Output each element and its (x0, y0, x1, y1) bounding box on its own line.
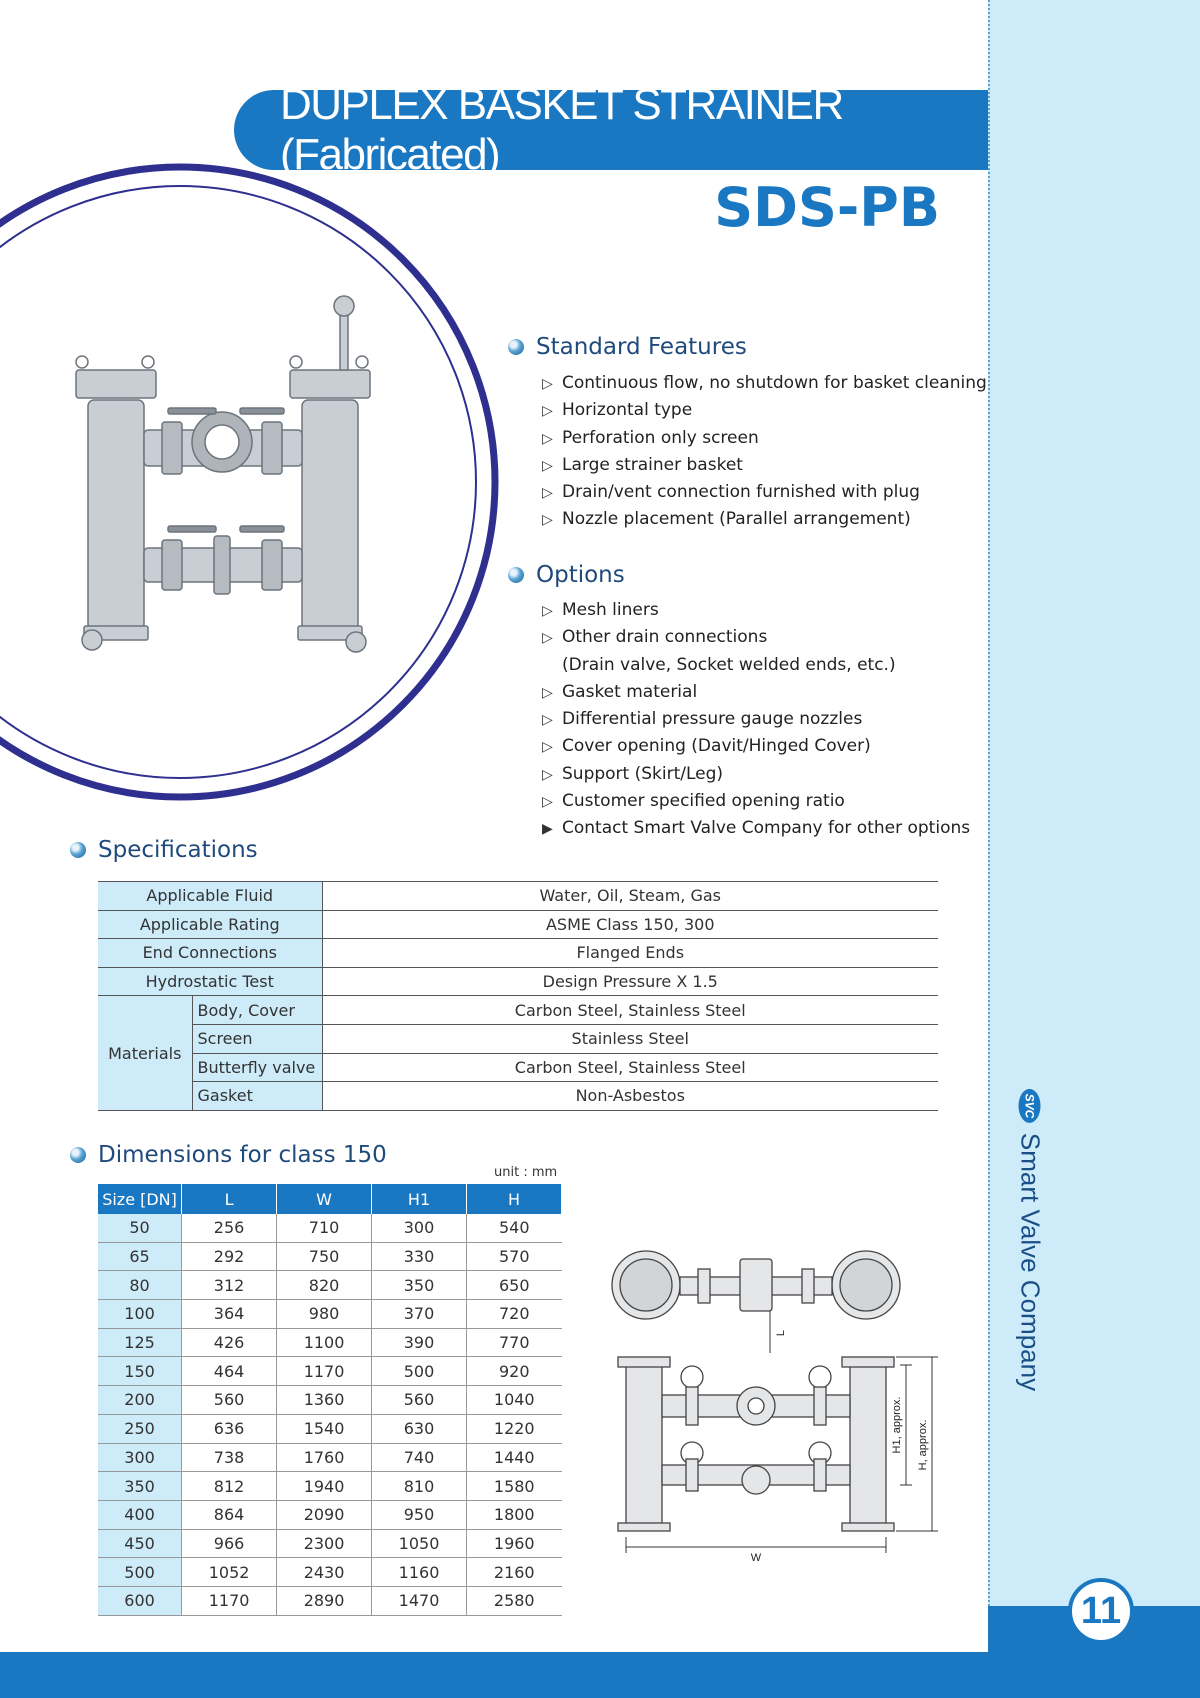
dimension-cell: 1170 (277, 1357, 372, 1386)
table-row (98, 882, 938, 911)
decorative-arc-inner (0, 186, 476, 778)
table-row (98, 996, 938, 1025)
spec-label: Hydrostatic Test (98, 967, 322, 996)
spec-label: Applicable Rating (98, 910, 322, 939)
triangle-bullet-icon: ▷ (542, 766, 553, 783)
company-name: Smart Valve Company (1015, 1132, 1046, 1392)
size-cell: 350 (98, 1472, 182, 1501)
list-item: ▷ Continuous flow, no shutdown for basket cleaning (542, 370, 987, 397)
specifications-table (98, 881, 938, 1111)
company-logo-icon: SVC (1019, 1089, 1041, 1123)
table-row (98, 1472, 562, 1501)
dimension-cell: 464 (182, 1357, 277, 1386)
dimension-cell: 650 (467, 1271, 562, 1300)
dimension-cell: 966 (182, 1529, 277, 1558)
list-item: ▷ Horizontal type (542, 397, 987, 424)
dimension-cell: 292 (182, 1242, 277, 1271)
materials-label: Materials (98, 996, 192, 1110)
size-cell: 300 (98, 1443, 182, 1472)
dimension-cell: 864 (182, 1500, 277, 1529)
decorative-arc (0, 167, 495, 797)
table-row (98, 1053, 938, 1082)
dimension-cell: 1160 (372, 1558, 467, 1587)
dimension-cell: 950 (372, 1500, 467, 1529)
spec-value: ASME Class 150, 300 (322, 910, 938, 939)
column-header: Size [DN] (98, 1184, 182, 1214)
page-number: 11 (1068, 1578, 1134, 1644)
brand-mark (1015, 1089, 1046, 1391)
dimension-cell: 1170 (182, 1586, 277, 1615)
dimension-cell: 2580 (467, 1586, 562, 1615)
right-sidebar (988, 0, 1200, 1698)
dimension-cell: 820 (277, 1271, 372, 1300)
table-row (98, 1082, 938, 1111)
dimension-cell: 1440 (467, 1443, 562, 1472)
page-title: DUPLEX BASKET STRAINER (Fabricated) (280, 80, 843, 179)
dimension-cell: 810 (372, 1472, 467, 1501)
table-row (98, 1271, 562, 1300)
dimension-cell: 1760 (277, 1443, 372, 1472)
dimension-cell: 750 (277, 1242, 372, 1271)
dimension-cell: 256 (182, 1214, 277, 1242)
table-row (98, 910, 938, 939)
dimension-cell: 2160 (467, 1558, 562, 1587)
dimension-cell: 980 (277, 1300, 372, 1329)
list-item: ▷ Customer specified opening ratio (542, 788, 970, 815)
triangle-bullet-icon: ▷ (542, 712, 553, 729)
table-row (98, 1357, 562, 1386)
table-row (98, 1242, 562, 1271)
list-item: ▷ Large strainer basket (542, 452, 987, 479)
triangle-bullet-icon: ▷ (542, 512, 553, 529)
size-cell: 65 (98, 1242, 182, 1271)
spec-value: Carbon Steel, Stainless Steel (322, 996, 938, 1025)
size-cell: 80 (98, 1271, 182, 1300)
front-view-left-basket (626, 1365, 662, 1525)
dimension-cell: 740 (372, 1443, 467, 1472)
list-item: ▷ Mesh liners (542, 597, 970, 624)
dimension-cell: 312 (182, 1271, 277, 1300)
dimension-cell: 812 (182, 1472, 277, 1501)
spec-sublabel: Body, Cover (192, 996, 322, 1025)
model-code: SDS-PB (714, 176, 940, 239)
dimension-cell: 1540 (277, 1414, 372, 1443)
dimension-cell: 1580 (467, 1472, 562, 1501)
triangle-bullet-icon: ▷ (542, 684, 553, 701)
dimension-cell: 1940 (277, 1472, 372, 1501)
size-cell: 400 (98, 1500, 182, 1529)
dimension-cell: 350 (372, 1271, 467, 1300)
unit-label: unit : mm (494, 1165, 558, 1180)
table-row (98, 939, 938, 968)
triangle-bullet-icon: ▷ (542, 403, 553, 420)
dimension-cell: 1960 (467, 1529, 562, 1558)
dimensions-table-body (98, 1214, 562, 1615)
dimension-cell: 1220 (467, 1414, 562, 1443)
spec-value: Design Pressure X 1.5 (322, 967, 938, 996)
triangle-bullet-icon: ▷ (542, 430, 553, 447)
product-illustration (0, 190, 520, 780)
triangle-bullet-icon: ▷ (542, 794, 553, 811)
size-cell: 150 (98, 1357, 182, 1386)
triangle-bullet-icon: ▷ (542, 630, 553, 647)
column-header: W (277, 1184, 372, 1214)
dimension-cell: 2890 (277, 1586, 372, 1615)
spec-value: Stainless Steel (322, 1024, 938, 1053)
list-item: ▷ Nozzle placement (Parallel arrangement) (542, 506, 987, 533)
spec-value: Water, Oil, Steam, Gas (322, 882, 938, 911)
section-bullet-icon (70, 1147, 86, 1163)
specifications-heading: Specifications (70, 837, 258, 863)
spec-value: Flanged Ends (322, 939, 938, 968)
section-bullet-icon (70, 842, 86, 858)
triangle-bullet-icon: ▷ (542, 376, 553, 392)
dimension-cell: 570 (467, 1242, 562, 1271)
standard-features-list (542, 370, 987, 534)
label-h1: H1, approx. (891, 1396, 903, 1454)
triangle-bullet-icon: ▷ (542, 739, 553, 756)
table-row (98, 1529, 562, 1558)
dimensions-table (98, 1184, 562, 1616)
dimension-cell: 300 (372, 1214, 467, 1242)
spec-sublabel: Screen (192, 1024, 322, 1053)
list-item: ▷ Differential pressure gauge nozzles (542, 706, 970, 733)
standard-features-heading: Standard Features (508, 334, 747, 360)
footer-bar (0, 1652, 1200, 1698)
options-heading: Options (508, 562, 625, 588)
list-item: (Drain valve, Socket welded ends, etc.) (562, 654, 896, 675)
dimension-cell: 390 (372, 1328, 467, 1357)
list-item: ▷ Other drain connections (542, 624, 970, 651)
dimension-cell: 738 (182, 1443, 277, 1472)
list-item: ▷ Drain/vent connection furnished with plug (542, 479, 987, 506)
section-bullet-icon (508, 339, 524, 355)
column-header: H1 (372, 1184, 467, 1214)
spec-value: Non-Asbestos (322, 1082, 938, 1111)
dimension-cell: 426 (182, 1328, 277, 1357)
triangle-bullet-icon: ▷ (542, 457, 553, 474)
size-cell: 200 (98, 1386, 182, 1415)
label-l: L (775, 1329, 787, 1337)
column-header: H (467, 1184, 562, 1214)
table-row (98, 1328, 562, 1357)
dimension-cell: 1050 (372, 1529, 467, 1558)
options-list (542, 597, 970, 843)
dimension-cell: 1052 (182, 1558, 277, 1587)
dimension-cell: 1800 (467, 1500, 562, 1529)
table-row (98, 1414, 562, 1443)
dimension-cell: 636 (182, 1414, 277, 1443)
size-cell: 450 (98, 1529, 182, 1558)
front-view-right-basket (850, 1365, 886, 1525)
dimension-cell: 770 (467, 1328, 562, 1357)
dimension-drawing (606, 1245, 946, 1564)
filled-triangle-bullet-icon: ▶ (542, 821, 553, 838)
dimension-cell: 364 (182, 1300, 277, 1329)
list-item: ▶ Contact Smart Valve Company for other options (542, 815, 970, 842)
dimensions-heading: Dimensions for class 150 (70, 1142, 387, 1168)
table-row (98, 967, 938, 996)
table-row (98, 1024, 938, 1053)
column-header: L (182, 1184, 277, 1214)
dimension-cell: 1360 (277, 1386, 372, 1415)
title-bar (234, 80, 988, 179)
label-h: H, approx. (917, 1419, 929, 1471)
triangle-bullet-icon: ▷ (542, 485, 553, 502)
dimension-cell: 500 (372, 1357, 467, 1386)
dimension-cell: 2300 (277, 1529, 372, 1558)
dimension-cell: 720 (467, 1300, 562, 1329)
table-row (98, 1300, 562, 1329)
spec-sublabel: Butterfly valve (192, 1053, 322, 1082)
table-header-row (98, 1184, 562, 1214)
size-cell: 250 (98, 1414, 182, 1443)
table-row (98, 1443, 562, 1472)
table-row (98, 1386, 562, 1415)
dimension-cell: 1100 (277, 1328, 372, 1357)
section-bullet-icon (508, 567, 524, 583)
dimension-cell: 1470 (372, 1586, 467, 1615)
dimension-cell: 560 (182, 1386, 277, 1415)
spec-sublabel: Gasket (192, 1082, 322, 1111)
dimension-cell: 540 (467, 1214, 562, 1242)
list-item: ▷ Cover opening (Davit/Hinged Cover) (542, 733, 970, 760)
size-cell: 125 (98, 1328, 182, 1357)
dimension-cell: 2090 (277, 1500, 372, 1529)
table-row (98, 1586, 562, 1615)
dimension-cell: 330 (372, 1242, 467, 1271)
size-cell: 500 (98, 1558, 182, 1587)
dimension-cell: 710 (277, 1214, 372, 1242)
dimension-cell: 630 (372, 1414, 467, 1443)
dimension-cell: 2430 (277, 1558, 372, 1587)
dimension-cell: 1040 (467, 1386, 562, 1415)
list-item: ▷ Gasket material (542, 679, 970, 706)
dimension-cell: 370 (372, 1300, 467, 1329)
dimension-cell: 920 (467, 1357, 562, 1386)
spec-label: Applicable Fluid (98, 882, 322, 911)
label-w: W (750, 1552, 762, 1564)
table-row (98, 1214, 562, 1242)
triangle-bullet-icon: ▷ (542, 603, 553, 619)
dimension-cell: 560 (372, 1386, 467, 1415)
size-cell: 100 (98, 1300, 182, 1329)
list-item: ▷ Support (Skirt/Leg) (542, 761, 970, 788)
size-cell: 50 (98, 1214, 182, 1242)
list-item: ▷ Perforation only screen (542, 425, 987, 452)
size-cell: 600 (98, 1586, 182, 1615)
table-row (98, 1558, 562, 1587)
spec-value: Carbon Steel, Stainless Steel (322, 1053, 938, 1082)
table-row (98, 1500, 562, 1529)
product-photo-area (0, 190, 520, 785)
duplex-strainer-photo (76, 296, 370, 652)
spec-label: End Connections (98, 939, 322, 968)
